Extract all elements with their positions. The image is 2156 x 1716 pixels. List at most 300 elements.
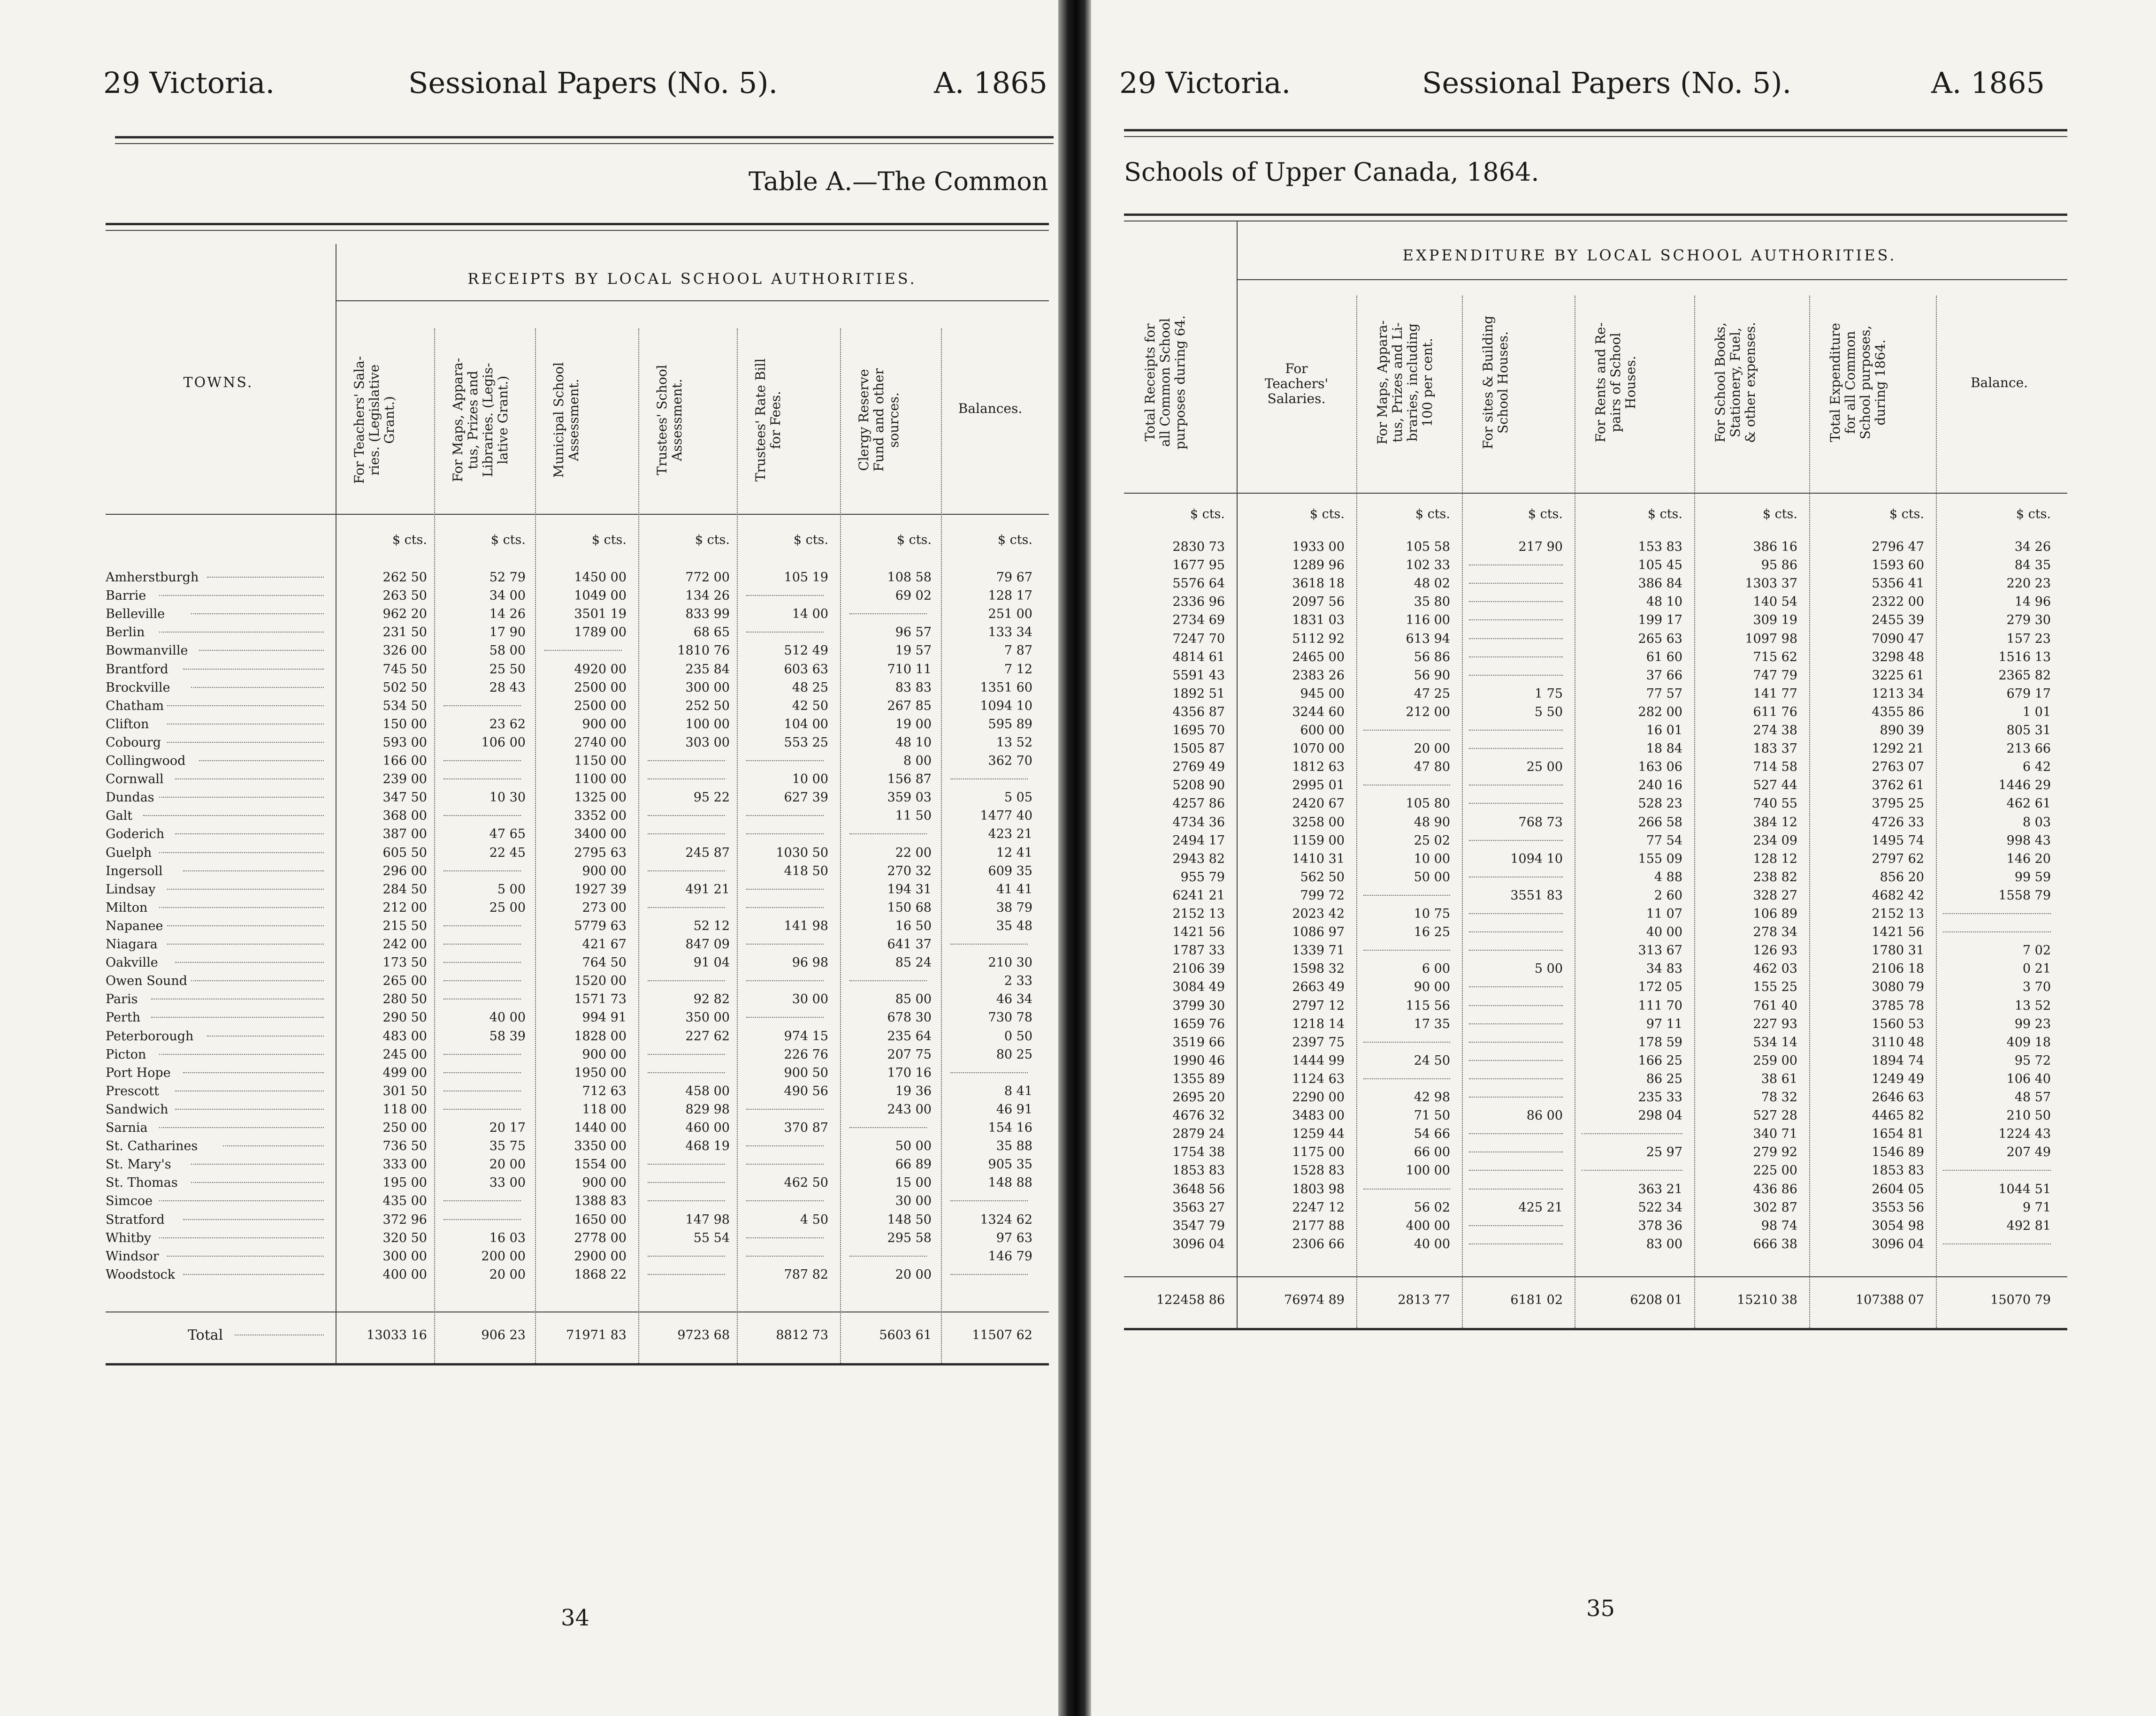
town-name: Amherstburgh <box>106 570 199 585</box>
leader-dots <box>167 705 324 706</box>
empty-cell-dots <box>1363 950 1450 951</box>
table-cell: 99 23 <box>2014 1016 2051 1031</box>
table-cell: 425 21 <box>1518 1200 1563 1215</box>
table-cell: 100 00 <box>685 717 730 732</box>
table-cell: 5 05 <box>1004 790 1032 805</box>
empty-cell-dots <box>443 1072 521 1073</box>
empty-cell-dots <box>1469 1005 1563 1006</box>
table-cell: 1044 51 <box>1998 1182 2051 1197</box>
empty-cell-dots <box>544 650 622 651</box>
table-cell: 172 05 <box>1638 980 1682 995</box>
table-row <box>0 662 1049 678</box>
table-cell: 3551 83 <box>1510 888 1563 903</box>
table-cell: 86 00 <box>1526 1108 1563 1123</box>
table-cell: 764 50 <box>582 955 627 970</box>
table-cell: 3096 04 <box>1172 1236 1225 1251</box>
table-row <box>1091 632 2124 648</box>
table-cell: 20 00 <box>489 1267 526 1282</box>
table-cell: 3096 04 <box>1872 1236 1924 1251</box>
towns-header: TOWNS. <box>183 374 253 391</box>
table-row <box>0 1249 1049 1265</box>
leader-dots <box>199 650 324 651</box>
total-cell: 2813 77 <box>1398 1293 1450 1307</box>
table-cell: 105 19 <box>784 570 828 585</box>
column-header: Balances. <box>958 401 1023 416</box>
leader-dots <box>175 1109 324 1110</box>
table-cell: 303 00 <box>685 735 730 750</box>
table-cell: 38 79 <box>996 900 1032 915</box>
table-cell: 92 82 <box>693 992 730 1007</box>
table-cell: 3547 79 <box>1172 1218 1225 1233</box>
table-cell: 641 37 <box>887 937 932 952</box>
empty-cell-dots <box>1469 803 1563 804</box>
table-cell: 1421 56 <box>1172 925 1225 940</box>
table-row <box>1091 668 2124 684</box>
table-cell: 1780 31 <box>1872 943 1924 958</box>
table-cell: 409 18 <box>2006 1035 2051 1050</box>
table-cell: 295 58 <box>887 1230 932 1245</box>
table-cell: 2023 42 <box>1292 907 1345 921</box>
table-cell: 207 75 <box>887 1047 932 1062</box>
empty-cell-dots <box>443 962 521 963</box>
table-cell: 227 93 <box>1753 1016 1797 1031</box>
table-cell: 1558 79 <box>1998 888 2051 903</box>
table-cell: 22 45 <box>489 845 526 860</box>
table-cell: 46 91 <box>996 1102 1032 1117</box>
units-label: $ cts. <box>793 533 828 547</box>
empty-cell-dots <box>1363 785 1450 786</box>
town-name: Clifton <box>106 717 149 732</box>
total-cell: 6181 02 <box>1510 1293 1563 1307</box>
table-cell: 1828 00 <box>574 1029 627 1044</box>
table-row <box>0 937 1049 953</box>
table-cell: 900 00 <box>582 1175 627 1190</box>
empty-cell-dots <box>1469 619 1563 620</box>
table-cell: 267 85 <box>887 698 932 713</box>
table-cell: 1516 13 <box>1998 649 2051 664</box>
town-name: Ingersoll <box>106 863 163 878</box>
empty-cell-dots <box>849 833 927 834</box>
table-cell: 1528 83 <box>1292 1163 1345 1178</box>
table-cell: 9 71 <box>2022 1200 2051 1215</box>
table-cell: 47 25 <box>1414 686 1450 701</box>
table-row <box>0 900 1049 916</box>
table-cell: 235 84 <box>685 662 730 677</box>
table-cell: 1097 98 <box>1745 631 1797 646</box>
empty-cell-dots <box>849 980 927 981</box>
table-cell: 491 21 <box>685 882 730 897</box>
table-cell: 468 19 <box>685 1139 730 1154</box>
table-cell: 245 87 <box>685 845 730 860</box>
table-cell: 5356 41 <box>1872 576 1924 591</box>
table-cell: 16 25 <box>1414 925 1450 940</box>
table-cell: 153 83 <box>1638 540 1682 554</box>
table-row <box>1091 760 2124 776</box>
table-cell: 2455 39 <box>1872 613 1924 628</box>
town-name: Lindsay <box>106 882 156 897</box>
table-cell: 96 98 <box>792 955 828 970</box>
town-name: Cobourg <box>106 735 161 750</box>
table-cell: 240 16 <box>1638 778 1682 793</box>
table-cell: 274 38 <box>1753 723 1797 738</box>
total-cell: 11507 62 <box>972 1328 1032 1342</box>
table-cell: 1505 87 <box>1172 741 1225 756</box>
table-cell: 243 00 <box>887 1102 932 1117</box>
table-cell: 3519 66 <box>1172 1035 1225 1050</box>
town-name: Peterborough <box>106 1029 194 1044</box>
table-cell: 48 25 <box>792 680 828 695</box>
leader-dots <box>183 1072 324 1073</box>
table-cell: 84 35 <box>2014 558 2051 573</box>
table-cell: 2322 00 <box>1872 595 1924 610</box>
town-name: Picton <box>106 1047 146 1062</box>
table-row <box>0 1121 1049 1136</box>
table-cell: 16 03 <box>489 1230 526 1245</box>
table-cell: 1868 22 <box>574 1267 627 1282</box>
table-cell: 1213 34 <box>1872 686 1924 701</box>
table-cell: 235 64 <box>887 1029 932 1044</box>
leader-dots <box>207 577 324 578</box>
empty-cell-dots <box>1582 1133 1682 1134</box>
table-cell: 7090 47 <box>1872 631 1924 646</box>
table-cell: 1030 50 <box>776 845 828 860</box>
table-cell: 483 00 <box>382 1029 427 1044</box>
total-row-cells <box>1091 1293 2124 1309</box>
table-row <box>1091 741 2124 757</box>
table-cell: 2 60 <box>1654 888 1682 903</box>
total-cell: 5603 61 <box>879 1328 932 1342</box>
table-cell: 7 87 <box>1004 643 1032 658</box>
table-cell: 215 50 <box>382 918 427 933</box>
table-cell: 333 00 <box>382 1157 427 1172</box>
table-cell: 279 92 <box>1753 1145 1797 1160</box>
town-name: Oakville <box>106 955 158 970</box>
table-cell: 2695 20 <box>1172 1090 1225 1105</box>
town-name: Sandwich <box>106 1102 168 1117</box>
total-cell: 13033 16 <box>367 1328 427 1342</box>
table-cell: 2420 67 <box>1292 796 1345 811</box>
empty-cell-dots <box>1469 730 1563 731</box>
table-cell: 490 56 <box>784 1083 828 1098</box>
table-cell: 1560 53 <box>1872 1016 1924 1031</box>
empty-cell-dots <box>648 870 725 871</box>
table-cell: 4 50 <box>800 1212 828 1227</box>
table-cell: 3258 00 <box>1292 815 1345 830</box>
table-row <box>0 1139 1049 1155</box>
table-row <box>0 955 1049 971</box>
table-cell: 150 68 <box>887 900 932 915</box>
table-cell: 2879 24 <box>1172 1127 1225 1142</box>
table-row <box>0 1102 1049 1118</box>
empty-cell-dots <box>443 1219 521 1220</box>
empty-cell-dots <box>443 1054 521 1055</box>
town-name: Milton <box>106 900 148 915</box>
town-name: Owen Sound <box>106 974 188 989</box>
empty-cell-dots <box>746 760 824 761</box>
table-row <box>0 882 1049 898</box>
table-cell: 2796 47 <box>1872 540 1924 554</box>
table-cell: 90 00 <box>1414 980 1450 995</box>
table-cell: 66 00 <box>1414 1145 1450 1160</box>
units-label: $ cts. <box>1762 507 1797 521</box>
table-cell: 1446 29 <box>1998 778 2051 793</box>
table-cell: 178 59 <box>1638 1035 1682 1050</box>
town-name: Bowmanville <box>106 643 188 658</box>
table-cell: 250 00 <box>382 1121 427 1135</box>
empty-cell-dots <box>746 1256 824 1257</box>
table-cell: 37 66 <box>1646 668 1682 683</box>
empty-cell-dots <box>648 907 725 908</box>
town-name: St. Thomas <box>106 1175 178 1190</box>
table-cell: 2795 63 <box>574 845 627 860</box>
table-cell: 48 10 <box>895 735 932 750</box>
table-cell: 328 27 <box>1753 888 1797 903</box>
table-cell: 1175 00 <box>1292 1145 1345 1160</box>
table-cell: 265 00 <box>382 974 427 989</box>
table-cell: 97 11 <box>1646 1016 1682 1031</box>
table-cell: 527 28 <box>1753 1108 1797 1123</box>
empty-cell-dots <box>648 1182 725 1183</box>
table-top-rule <box>1124 214 2067 216</box>
table-bottom-rule <box>106 1363 1049 1365</box>
table-cell: 627 39 <box>784 790 828 805</box>
leader-dots <box>191 1182 324 1183</box>
table-cell: 2500 00 <box>574 680 627 695</box>
table-cell: 115 56 <box>1406 998 1450 1013</box>
table-cell: 146 79 <box>988 1249 1032 1264</box>
total-cell: 15210 38 <box>1737 1293 1797 1307</box>
table-cell: 2740 00 <box>574 735 627 750</box>
table-cell: 2763 07 <box>1872 760 1924 775</box>
table-cell: 1421 56 <box>1872 925 1924 940</box>
town-name: Perth <box>106 1010 141 1025</box>
table-cell: 56 90 <box>1414 668 1450 683</box>
table-cell: 609 35 <box>988 863 1032 878</box>
leader-dots <box>183 870 324 871</box>
empty-cell-dots <box>1469 748 1563 749</box>
town-name: Napanee <box>106 918 163 933</box>
table-cell: 2830 73 <box>1172 540 1225 554</box>
empty-cell-dots <box>849 613 927 614</box>
units-label: $ cts. <box>1415 507 1450 521</box>
table-cell: 106 89 <box>1753 907 1797 921</box>
table-cell: 1695 70 <box>1172 723 1225 738</box>
table-cell: 502 50 <box>382 680 427 695</box>
table-row <box>1091 907 2124 923</box>
page-number: 35 <box>1586 1595 1615 1622</box>
table-cell: 458 00 <box>685 1083 730 1098</box>
table-cell: 492 81 <box>2006 1218 2051 1233</box>
table-row <box>0 974 1049 990</box>
leader-dots <box>167 889 324 890</box>
table-cell: 146 20 <box>2006 851 2051 866</box>
table-cell: 1124 63 <box>1292 1071 1345 1086</box>
table-cell: 15 00 <box>895 1175 932 1190</box>
table-cell: 58 00 <box>489 643 526 658</box>
table-cell: 805 31 <box>2006 723 2051 738</box>
leader-dots <box>175 833 324 834</box>
table-cell: 761 40 <box>1753 998 1797 1013</box>
table-cell: 998 43 <box>2006 833 2051 848</box>
table-row <box>1091 723 2124 739</box>
leader-dots <box>175 962 324 963</box>
table-cell: 48 90 <box>1414 815 1450 830</box>
table-cell: 833 99 <box>685 607 730 622</box>
leader-dots <box>183 1219 324 1220</box>
table-cell: 1593 60 <box>1872 558 1924 573</box>
table-cell: 71 50 <box>1414 1108 1450 1123</box>
leader-dots <box>191 980 324 981</box>
table-cell: 994 91 <box>582 1010 627 1025</box>
table-cell: 2365 82 <box>1998 668 2051 683</box>
units-label: $ cts. <box>695 533 730 547</box>
empty-cell-dots <box>1469 931 1563 932</box>
table-cell: 126 93 <box>1753 943 1797 958</box>
table-cell: 262 50 <box>382 570 427 585</box>
table-row <box>1091 1219 2124 1235</box>
table-cell: 85 24 <box>895 955 932 970</box>
table-cell: 148 88 <box>988 1175 1032 1190</box>
table-cell: 4814 61 <box>1172 649 1225 664</box>
table-cell: 91 04 <box>693 955 730 970</box>
table-cell: 35 48 <box>996 918 1032 933</box>
town-name: Windsor <box>106 1249 159 1264</box>
table-row <box>1091 1035 2124 1051</box>
table-row <box>1091 1072 2124 1088</box>
table-cell: 35 88 <box>996 1139 1032 1154</box>
table-cell: 102 33 <box>1406 558 1450 573</box>
table-cell: 436 86 <box>1753 1182 1797 1197</box>
table-cell: 522 34 <box>1638 1200 1682 1215</box>
table-row <box>1091 595 2124 610</box>
empty-cell-dots <box>1363 1078 1450 1079</box>
leader-dots <box>175 778 324 779</box>
header-rule <box>115 136 1054 138</box>
table-top-rule-thin <box>106 230 1049 231</box>
table-cell: 1324 62 <box>980 1212 1032 1227</box>
table-cell: 400 00 <box>1406 1218 1450 1233</box>
table-cell: 730 78 <box>988 1010 1032 1025</box>
table-cell: 1159 00 <box>1292 833 1345 848</box>
table-cell: 213 66 <box>2006 741 2051 756</box>
table-cell: 1650 00 <box>574 1212 627 1227</box>
table-cell: 1 01 <box>2022 704 2051 719</box>
town-name: Collingwood <box>106 754 186 768</box>
table-cell: 118 00 <box>582 1102 627 1117</box>
leader-dots <box>159 1127 324 1128</box>
table-cell: 100 00 <box>1406 1163 1450 1178</box>
table-cell: 147 98 <box>685 1212 730 1227</box>
table-cell: 3553 56 <box>1872 1200 1924 1215</box>
table-cell: 847 09 <box>685 937 730 952</box>
table-cell: 900 00 <box>582 863 627 878</box>
empty-cell-dots <box>1469 1133 1563 1134</box>
table-cell: 5576 64 <box>1172 576 1225 591</box>
empty-cell-dots <box>746 1200 824 1201</box>
column-header: For sites & Building School Houses. <box>1480 315 1511 450</box>
town-name: Chatham <box>106 698 164 713</box>
table-cell: 270 32 <box>887 863 932 878</box>
table-cell: 0 21 <box>2022 961 2051 976</box>
table-cell: 41 41 <box>996 882 1032 897</box>
table-cell: 1450 00 <box>574 570 627 585</box>
table-cell: 386 84 <box>1638 576 1682 591</box>
table-cell: 25 50 <box>489 662 526 677</box>
table-cell: 309 19 <box>1753 613 1797 628</box>
table-row <box>0 1010 1049 1026</box>
table-cell: 3 70 <box>2022 980 2051 995</box>
table-cell: 56 02 <box>1414 1200 1450 1215</box>
table-cell: 1990 46 <box>1172 1053 1225 1068</box>
page-number: 34 <box>561 1605 590 1631</box>
table-cell: 1598 32 <box>1292 961 1345 976</box>
table-cell: 183 37 <box>1753 741 1797 756</box>
table-cell: 462 61 <box>2006 796 2051 811</box>
table-cell: 2247 12 <box>1292 1200 1345 1215</box>
table-cell: 95 86 <box>1761 558 1797 573</box>
town-name: Brockville <box>106 680 170 695</box>
table-cell: 1094 10 <box>980 698 1032 713</box>
table-cell: 35 80 <box>1414 595 1450 610</box>
table-cell: 14 00 <box>792 607 828 622</box>
table-cell: 418 50 <box>784 863 828 878</box>
table-row <box>0 919 1049 935</box>
table-cell: 378 36 <box>1638 1218 1682 1233</box>
town-name: Niagara <box>106 937 158 952</box>
table-cell: 2663 49 <box>1292 980 1345 995</box>
table-cell: 714 58 <box>1753 760 1797 775</box>
table-cell: 400 00 <box>382 1267 427 1282</box>
table-cell: 14 96 <box>2014 595 2051 610</box>
table-cell: 141 77 <box>1753 686 1797 701</box>
table-cell: 1571 73 <box>574 992 627 1007</box>
table-cell: 48 57 <box>2014 1090 2051 1105</box>
table-cell: 712 63 <box>582 1083 627 1098</box>
table-cell: 2336 96 <box>1172 595 1225 610</box>
table-cell: 4920 00 <box>574 662 627 677</box>
table-cell: 10 30 <box>489 790 526 805</box>
table-cell: 25 00 <box>1526 760 1563 775</box>
table-cell: 16 50 <box>895 918 932 933</box>
table-cell: 10 00 <box>1414 851 1450 866</box>
leader-dots <box>191 1164 324 1165</box>
table-row <box>0 607 1049 623</box>
table-cell: 387 00 <box>382 827 427 842</box>
header-rule-thin <box>1124 136 2067 137</box>
town-name: Prescott <box>106 1083 159 1098</box>
empty-cell-dots <box>849 1256 927 1257</box>
empty-cell-dots <box>648 778 725 779</box>
table-cell: 154 16 <box>988 1121 1032 1135</box>
leader-dots <box>167 742 324 743</box>
table-cell: 5208 90 <box>1172 778 1225 793</box>
table-cell: 200 00 <box>481 1249 526 1264</box>
table-cell: 298 04 <box>1638 1108 1682 1123</box>
table-row <box>1091 1090 2124 1106</box>
table-cell: 155 25 <box>1753 980 1797 995</box>
table-cell: 155 09 <box>1638 851 1682 866</box>
leader-dots <box>159 852 324 853</box>
table-cell: 6241 21 <box>1172 888 1225 903</box>
table-cell: 2778 00 <box>574 1230 627 1245</box>
table-cell: 42 50 <box>792 698 828 713</box>
table-row <box>0 827 1049 843</box>
table-cell: 1803 98 <box>1292 1182 1345 1197</box>
table-cell: 1787 33 <box>1172 943 1225 958</box>
table-cell: 12 41 <box>996 845 1032 860</box>
table-cell: 19 00 <box>895 717 932 732</box>
table-row <box>0 1157 1049 1173</box>
